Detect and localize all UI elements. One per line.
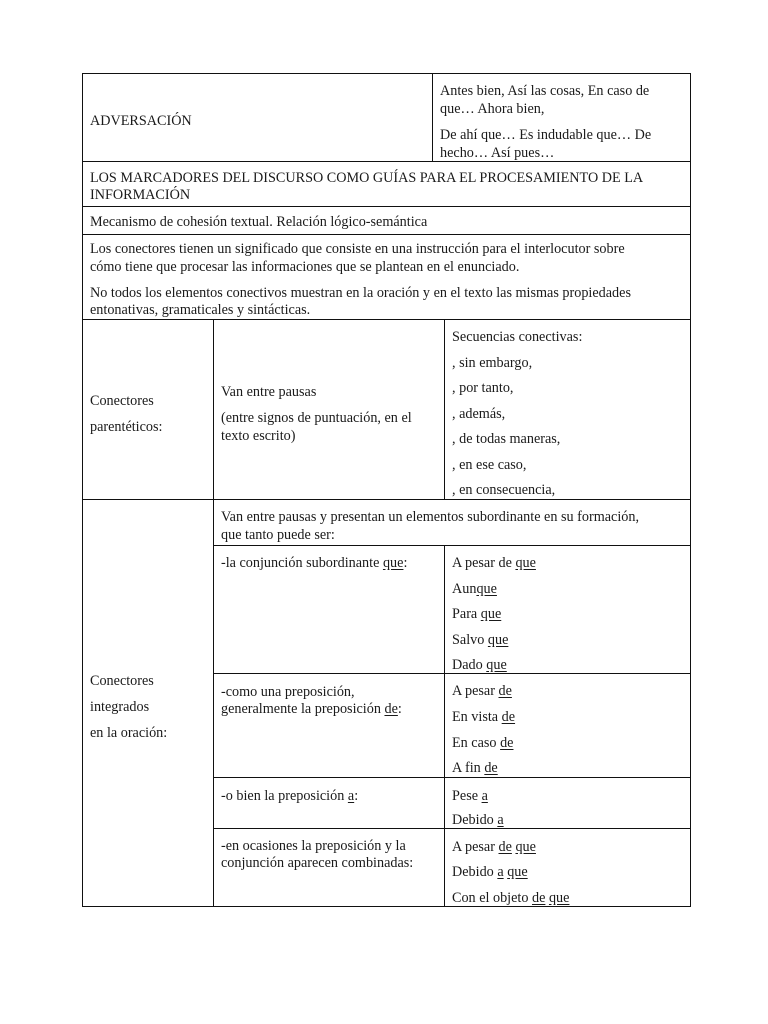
preposition-desc: -como una preposición,	[221, 684, 355, 700]
conjunction-desc: -la conjunción subordinante que:	[221, 555, 408, 571]
connector-example: Dado que	[452, 657, 507, 673]
section-title: LOS MARCADORES DEL DISCURSO COMO GUÍAS PARA EL PROCESAMIENTO DE LA	[90, 170, 644, 186]
mechanism-text: Mecanismo de cohesión textual. Relación lógico-semántica	[90, 214, 428, 230]
connector-example: Aunque	[452, 581, 497, 597]
adversacion-text: hecho… Así pues…	[440, 145, 555, 161]
intro-paragraph: entonativas, gramaticales y sintácticas.	[90, 302, 311, 318]
integrados-header: que tanto puede ser:	[221, 527, 335, 543]
connector-example: A pesar de que	[452, 839, 536, 855]
table-border	[82, 73, 83, 907]
table-border	[82, 499, 691, 500]
parenteticos-desc: Van entre pausas	[221, 384, 317, 400]
table-border	[82, 161, 691, 162]
adversacion-text: De ahí que… Es indudable que… De	[440, 127, 652, 143]
adversacion-label: ADVERSACIÓN	[90, 113, 192, 129]
parenteticos-desc: (entre signos de puntuación, en el	[221, 410, 412, 426]
sequence-item: , en ese caso,	[452, 457, 527, 473]
table-border	[432, 73, 433, 162]
combination-desc: -en ocasiones la preposición y la	[221, 838, 406, 854]
combination-desc: conjunción aparecen combinadas:	[221, 855, 414, 871]
table-border	[82, 319, 691, 320]
section-title: INFORMACIÓN	[90, 187, 191, 203]
intro-paragraph: cómo tiene que procesar las informaciones que se plantean en el enunciado.	[90, 259, 520, 275]
table-border	[690, 73, 691, 907]
parenteticos-desc: texto escrito)	[221, 428, 296, 444]
adversacion-text: que… Ahora bien,	[440, 101, 545, 117]
integrados-label: integrados	[90, 699, 150, 715]
integrados-header: Van entre pausas y presentan un elementos subordinante en su formación,	[221, 509, 640, 525]
connector-example: Debido a	[452, 812, 504, 828]
intro-paragraph: Los conectores tienen un significado que consiste en una instrucción para el interlocutor sobre	[90, 241, 625, 257]
sequence-item: , además,	[452, 406, 506, 422]
integrados-label: en la oración:	[90, 725, 168, 741]
connector-example: Con el objeto de que	[452, 890, 570, 906]
table-border	[444, 319, 445, 500]
connector-example: Para que	[452, 606, 502, 622]
sequence-item: , de todas maneras,	[452, 431, 561, 447]
connector-example: Salvo que	[452, 632, 509, 648]
sequence-title: Secuencias conectivas:	[452, 329, 583, 345]
connector-example: Pese a	[452, 788, 488, 804]
table-border	[82, 906, 691, 907]
table-border	[82, 234, 691, 235]
preposition-desc: generalmente la preposición de:	[221, 701, 402, 717]
sequence-item: , sin embargo,	[452, 355, 533, 371]
table-border	[213, 319, 214, 907]
parenteticos-label: Conectores	[90, 393, 154, 409]
sequence-item: , por tanto,	[452, 380, 514, 396]
connector-example: A fin de	[452, 760, 498, 776]
connector-example: En caso de	[452, 735, 514, 751]
intro-paragraph: No todos los elementos conectivos muestran en la oración y en el texto las mismas propiedades	[90, 285, 631, 301]
table-border	[444, 545, 445, 907]
table-border	[213, 777, 691, 778]
adversacion-text: Antes bien, Así las cosas, En caso de	[440, 83, 650, 99]
connector-example: En vista de	[452, 709, 516, 725]
sequence-item: , en consecuencia,	[452, 482, 556, 498]
connector-example: A pesar de	[452, 683, 512, 699]
table-border	[213, 545, 691, 546]
connector-example: A pesar de que	[452, 555, 536, 571]
table-border	[82, 73, 691, 74]
preposition-desc: -o bien la preposición a:	[221, 788, 359, 804]
table-border	[82, 206, 691, 207]
parenteticos-label: parentéticos:	[90, 419, 163, 435]
connector-example: Debido a que	[452, 864, 528, 880]
integrados-label: Conectores	[90, 673, 154, 689]
